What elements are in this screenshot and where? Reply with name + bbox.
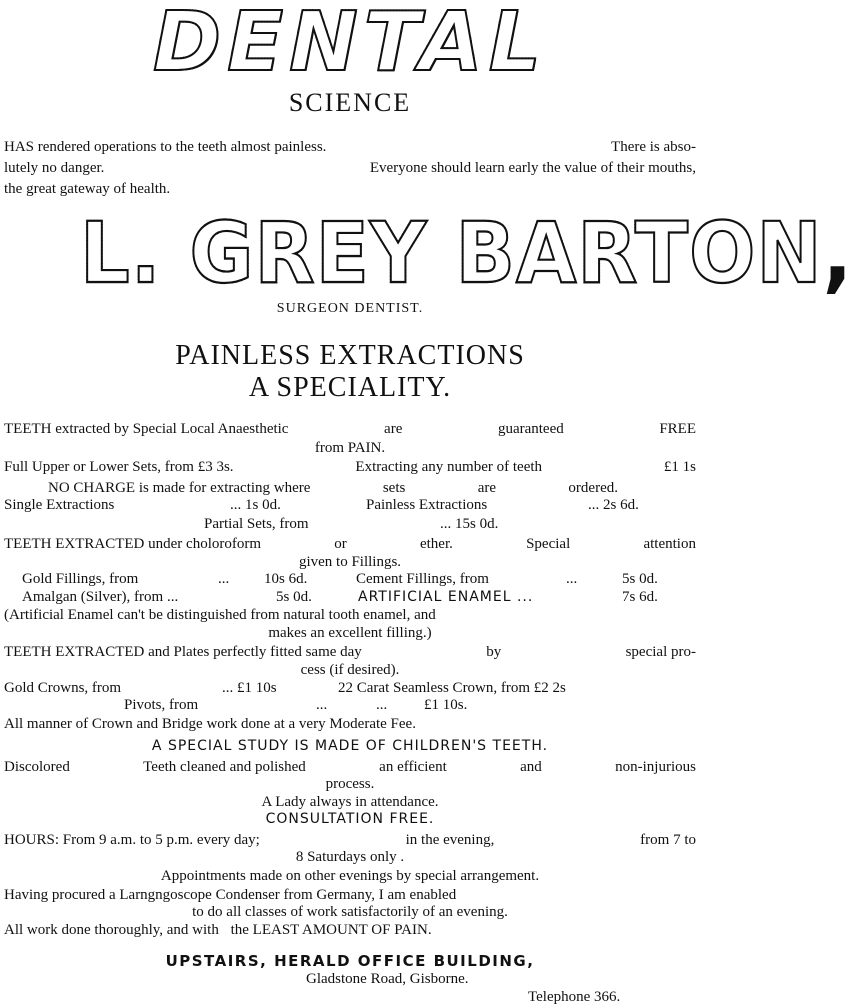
text-segment: special pro- [625, 644, 696, 660]
text-segment: are [384, 421, 403, 437]
hours-cont: 8 Saturdays only . [295, 849, 405, 865]
text-segment: FREE [659, 421, 696, 437]
intro-text: the great gateway of health. [4, 181, 171, 197]
intro-text: lutely no danger. [4, 160, 105, 176]
text-segment: non-injurious [615, 759, 696, 775]
thorough-line [0, 923, 700, 938]
text-segment: Amalgan (Silver), from ... [22, 589, 179, 605]
price: 10s 6d. [264, 571, 308, 587]
ad-title: DENTAL [0, 2, 700, 84]
text-segment: TEETH EXTRACTED and Plates perfectly fitted same day [4, 644, 362, 660]
text-segment: 22 Carat Seamless Crown, from £2 2s [338, 680, 566, 696]
text-segment: and [520, 759, 542, 775]
headline-speciality: A SPECIALITY. [248, 372, 452, 403]
practitioner-name-comma: , [822, 205, 853, 303]
plates-line [0, 645, 700, 660]
headline-extractions: PAINLESS EXTRACTIONS [175, 340, 525, 371]
price: ... 2s 6d. [588, 497, 639, 513]
price: 5s 0d. [276, 589, 312, 605]
price: £1 10s. [424, 697, 468, 713]
text-segment: Painless Extractions [366, 497, 488, 513]
condenser-line [0, 888, 700, 903]
enamel-note-line [0, 608, 700, 623]
intro-text: Everyone should learn early the value of their mouths, [369, 160, 696, 176]
consultation-line: CONSULTATION FREE. [265, 811, 435, 827]
condenser-cont: to do all classes of work satisfactorily of an evening. [192, 904, 508, 920]
text-segment: Having procured a Larngngoscope Condenser from Germany, I am enabled [4, 887, 457, 903]
text-segment: by [486, 644, 502, 660]
enamel-note-cont: makes an excellent filling.) [268, 625, 432, 641]
text-segment: Full Upper or Lower Sets, from £3 3s. [4, 459, 234, 475]
price: ... 1s 0d. [230, 497, 281, 513]
text-segment: TEETH extracted by Special Local Anaesthetic [4, 421, 289, 437]
text-segment: All work done thoroughly, and with [4, 922, 219, 938]
text-segment: ether. [419, 536, 453, 552]
hours-line [0, 833, 700, 848]
price: ... £1 10s [222, 680, 277, 696]
telephone-text: Telephone 366. [528, 989, 621, 1005]
local-anaesthetic-line [0, 422, 700, 437]
ad-subtitle: SCIENCE [288, 88, 412, 117]
price: 5s 0d. [622, 571, 658, 587]
text-segment: ARTIFICIAL ENAMEL ... [358, 589, 534, 605]
text-segment: Gold Crowns, from [4, 680, 122, 696]
text-segment: or [334, 536, 347, 552]
address-building: UPSTAIRS, HERALD OFFICE BUILDING, [165, 952, 535, 970]
text-segment: Pivots, from [124, 697, 199, 713]
intro-line-2 [0, 161, 700, 176]
discolored-cont: process. [325, 776, 375, 792]
text-segment: £1 1s [663, 459, 696, 475]
text-segment: attention [643, 536, 696, 552]
text-segment: Gold Fillings, from [22, 571, 139, 587]
lady-line: A Lady always in attendance. [261, 794, 439, 810]
text-segment: ... [566, 571, 578, 587]
text-segment: NO CHARGE is made for extracting where [48, 480, 311, 496]
intro-text: There is abso- [611, 139, 696, 155]
no-charge-line [48, 481, 618, 496]
text-segment: ordered. [568, 480, 618, 496]
text-segment: guaranteed [497, 421, 564, 437]
full-sets-line [0, 460, 700, 475]
intro-line-1 [0, 140, 700, 155]
text-segment: from 7 to [640, 832, 696, 848]
text-segment: HOURS: From 9 a.m. to 5 p.m. every day; [4, 832, 260, 848]
text-segment: ... [218, 571, 230, 587]
text-segment: ... [376, 697, 388, 713]
street-text: Gladstone Road, Gisborne. [306, 971, 469, 987]
practitioner-name-text: L. GREY BARTON [80, 205, 823, 303]
discolored-line [0, 760, 700, 775]
text-segment: Single Extractions [4, 497, 115, 513]
intro-line-3 [0, 182, 700, 197]
children-line: A SPECIAL STUDY IS MADE OF CHILDREN'S TEETH. [151, 738, 549, 754]
bridge-line: All manner of Crown and Bridge work done at a very Moderate Fee. [4, 716, 416, 732]
text-segment: (Artificial Enamel can't be distinguished from natural tooth enamel, and [4, 607, 436, 623]
text-segment: sets [382, 480, 406, 496]
text-segment: TEETH EXTRACTED under choloroform [4, 536, 262, 552]
intro-text: HAS rendered operations to the teeth almost painless. [4, 139, 327, 155]
practitioner-name [80, 205, 853, 303]
profession: SURGEON DENTIST. [276, 301, 424, 316]
text-segment: Cement Fillings, from [356, 571, 489, 587]
chloroform-line [0, 537, 700, 552]
plates-cont: cess (if desired). [300, 662, 400, 678]
text-segment: are [477, 480, 497, 496]
text-segment: an efficient [379, 759, 447, 775]
chloroform-cont: given to Fillings. [298, 554, 402, 570]
price: 7s 6d. [622, 589, 658, 605]
text-segment: Special [526, 536, 571, 552]
text-segment: Partial Sets, from [204, 516, 309, 532]
text-segment: ... [316, 697, 328, 713]
local-anaesthetic-cont: from PAIN. [314, 440, 386, 456]
text-segment: Extracting any number of teeth [355, 459, 543, 475]
price: ... 15s 0d. [440, 516, 499, 532]
appointments-line: Appointments made on other evenings by special arrangement. [160, 868, 540, 884]
text-segment: Teeth cleaned and polished [143, 759, 306, 775]
text-segment: in the evening, [405, 832, 495, 848]
text-segment: the LEAST AMOUNT OF PAIN. [230, 922, 432, 938]
text-segment: Discolored [4, 759, 70, 775]
